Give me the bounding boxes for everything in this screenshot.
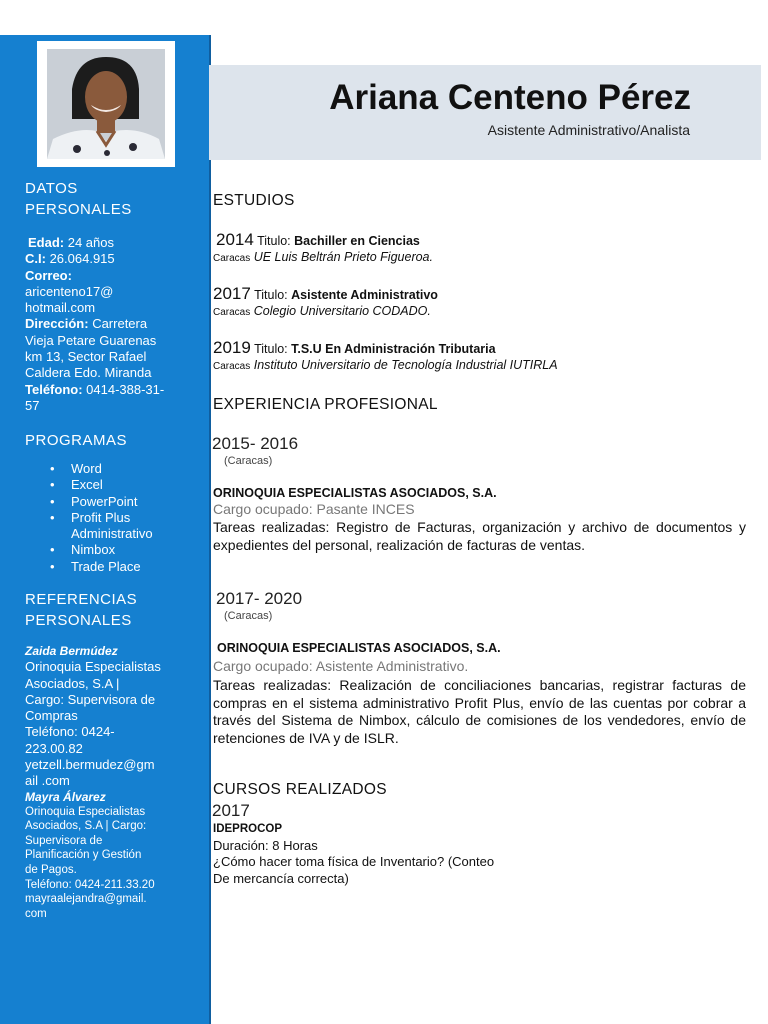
estudio-titulo: Bachiller en Ciencias — [294, 234, 420, 248]
experiencia-2-company: ORINOQUIA ESPECIALISTAS ASOCIADOS, S.A. — [217, 641, 501, 655]
estudio-titulo-label: Titulo: — [250, 342, 292, 356]
reference-1-email: yetzell.bermudez@gm — [25, 757, 155, 773]
curso-duracion: Duración: 8 Horas — [213, 837, 318, 853]
estudio-titulo-label: Titulo: — [250, 288, 292, 302]
telefono-label: Teléfono: — [25, 381, 83, 397]
curso-details — [213, 821, 494, 887]
reference-1-name: Zaida Bermúdez — [25, 644, 118, 658]
correo-label: Correo: — [25, 267, 72, 283]
reference-2-line: Planificación y Gestión — [25, 849, 142, 862]
reference-2 — [25, 790, 185, 921]
reference-1-line: Asociados, S.A | — [25, 675, 120, 691]
estudio-titulo-label: Titulo: — [253, 234, 295, 248]
header-box — [209, 65, 761, 160]
referencias-heading-line1: REFERENCIAS — [25, 591, 138, 608]
experiencia-1-company: ORINOQUIA ESPECIALISTAS ASOCIADOS, S.A. — [213, 486, 497, 500]
reference-2-line: Orinoquia Especialistas — [25, 805, 146, 818]
correo-value-line2: hotmail.com — [25, 300, 96, 316]
programa-item: • Trade Place — [50, 559, 190, 575]
experiencia-2-tareas: Tareas realizadas: Realización de conciliaciones bancarias, registrar facturas de compras en el sistema administrativo Profit Plus, envío de las cuentas por cobrar a través del Sistema de Nimbox, cálculo de comisiones de los vendedores, envío de retenciones de IVA y de ISLR. — [213, 677, 746, 746]
estudio-3-title — [213, 338, 496, 358]
direccion-line3: km 13, Sector Rafael — [25, 349, 147, 365]
experiencia-1-cargo: Cargo ocupado: Pasante INCES — [213, 501, 415, 517]
estudio-school: UE Luis Beltrán Prieto Figueroa. — [250, 250, 433, 264]
reference-1 — [25, 643, 185, 790]
reference-1-line: Cargo: Supervisora de — [25, 691, 156, 707]
programas-heading: PROGRAMAS — [25, 432, 128, 449]
reference-2-email: mayraalejandra@gmail. — [25, 893, 147, 906]
programa-item: • Word — [50, 461, 190, 477]
telefono-line1: 0414-388-31- — [82, 381, 165, 397]
correo-value-line1: aricenteno17@ — [25, 283, 114, 299]
experiencia-1-tareas: Tareas realizadas: Registro de Facturas, organización y archivo de documentos y expedientes del personal, realización de facturas de ventas. — [213, 519, 746, 553]
curso-year: 2017 — [212, 801, 250, 820]
curso-institution: IDEPROCOP — [213, 823, 283, 835]
referencias-heading — [25, 589, 137, 631]
edad-label: Edad: — [28, 235, 65, 250]
datos-heading-line2: PERSONALES — [25, 201, 132, 218]
reference-2-line: de Pagos. — [25, 863, 77, 876]
experiencia-heading: EXPERIENCIA PROFESIONAL — [213, 396, 438, 413]
reference-2-name: Mayra Álvarez — [25, 790, 106, 804]
estudio-school: Colegio Universitario CODADO. — [250, 304, 431, 318]
profile-photo-frame — [37, 41, 175, 167]
reference-2-line: Asociados, S.A | Cargo: — [25, 820, 147, 833]
direccion-line2: Vieja Petare Guarenas — [25, 332, 157, 348]
experiencia-1-location: (Caracas) — [224, 455, 273, 467]
reference-1-line: Compras — [25, 708, 78, 724]
reference-1-line: Teléfono: 0424- — [25, 724, 115, 740]
estudio-2-title — [213, 284, 438, 304]
estudio-titulo: T.S.U En Administración Tributaria — [291, 342, 496, 356]
edad-value: 24 años — [64, 235, 114, 250]
datos-heading-line1: DATOS — [25, 180, 78, 197]
telefono-line2: 57 — [25, 397, 40, 413]
datos-personales — [25, 235, 185, 414]
estudio-3-school — [213, 358, 558, 372]
reference-2-email: com — [25, 907, 47, 920]
estudio-year: 2019 — [213, 338, 251, 357]
reference-1-line: 223.00.82 — [25, 740, 83, 756]
sidebar — [0, 35, 211, 1024]
reference-2-line: Supervisora de — [25, 834, 103, 847]
reference-1-email: ail .com — [25, 773, 70, 789]
candidate-title: Asistente Administrativo/Analista — [487, 122, 690, 138]
estudio-titulo: Asistente Administrativo — [291, 288, 438, 302]
estudio-1-title — [216, 230, 420, 250]
person-photo-icon — [47, 49, 165, 159]
direccion-line4: Caldera Edo. Miranda — [25, 365, 152, 381]
ci-value: 26.064.915 — [45, 251, 115, 267]
estudio-city: Caracas — [213, 307, 251, 318]
curso-name-line1: ¿Cómo hacer toma física de Inventario? (Conteo — [213, 854, 495, 869]
direccion-label: Dirección: — [25, 316, 89, 332]
reference-2-line: Teléfono: 0424-211.33.20 — [25, 878, 155, 891]
programa-item: • PowerPoint — [50, 494, 190, 510]
programa-item: • Profit Plus — [50, 510, 190, 526]
referencias-heading-line2: PERSONALES — [25, 612, 132, 629]
cursos-heading: CURSOS REALIZADOS — [213, 781, 387, 798]
experiencia-1-years: 2015- 2016 — [212, 434, 299, 453]
programa-item-continued: Administrativo — [71, 526, 153, 542]
curso-name-line2: De mercancía correcta) — [213, 870, 349, 886]
programa-item: • Excel — [50, 477, 190, 493]
estudio-1-school — [213, 250, 433, 264]
estudio-city: Caracas — [213, 253, 251, 264]
experiencia-2-location: (Caracas) — [224, 610, 273, 622]
estudios-heading: ESTUDIOS — [213, 192, 295, 209]
estudio-year: 2014 — [216, 230, 254, 249]
datos-heading — [25, 178, 132, 220]
ci-label: C.I: — [25, 251, 46, 267]
estudio-school: Instituto Universitario de Tecnología Industrial IUTIRLA — [250, 358, 558, 372]
experiencia-2-years: 2017- 2020 — [216, 589, 303, 608]
estudio-city: Caracas — [213, 361, 251, 372]
candidate-name: Ariana Centeno Pérez — [329, 78, 691, 117]
profile-photo — [47, 49, 165, 159]
programas-list — [50, 461, 190, 575]
estudio-year: 2017 — [213, 284, 251, 303]
experiencia-2-cargo: Cargo ocupado: Asistente Administrativo. — [213, 658, 469, 674]
reference-1-line: Orinoquia Especialistas — [25, 659, 161, 675]
estudio-2-school — [213, 304, 431, 318]
direccion-line1: Carretera — [88, 316, 148, 332]
programa-item: • Nimbox — [50, 542, 190, 558]
